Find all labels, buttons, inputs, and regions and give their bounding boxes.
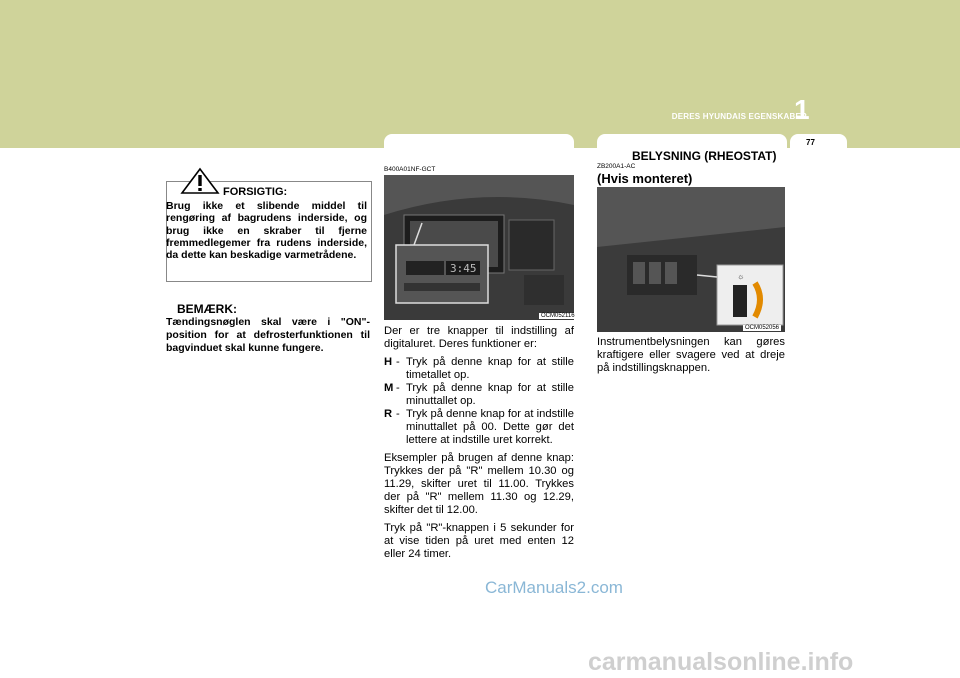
tab-page-number bbox=[790, 134, 847, 150]
footer-watermark: carmanualsonline.info bbox=[588, 648, 854, 676]
chapter-number: 1 bbox=[794, 94, 810, 125]
rheostat-illustration bbox=[597, 187, 785, 332]
clock-item-h: H - Tryk på denne knap for at stille timetallet op. bbox=[384, 356, 574, 381]
rheostat-body: Instrumentbelysningen kan gøres kraftigere eller svagere ved at dreje på indstillingsknappen. bbox=[597, 336, 785, 374]
caution-title: FORSIGTIG: bbox=[223, 186, 288, 198]
clock-example: Eksempler på brugen af denne knap: Trykkes der på "R" mellem 10.30 og 11.29, skifter uret til 11.00. Trykkes der på "R" mellem 11.30 og 12.29, skifter det til 12.00. bbox=[384, 452, 574, 516]
item-key: R bbox=[384, 408, 393, 420]
item-key: M bbox=[384, 382, 394, 394]
svg-text:☼: ☼ bbox=[737, 272, 745, 281]
clock-item-r: R - Tryk på denne knap for at indstille minuttallet på 00. Dette gør det lettere at indstille uret korrekt. bbox=[384, 408, 574, 446]
rheostat-subheading: (Hvis monteret) bbox=[597, 171, 693, 186]
clock-section-title: DIGITALUR bbox=[396, 135, 461, 149]
item-text: Tryk på denne knap for at indstille minuttallet på 00. Dette gør det lettere at indstille uret korrekt. bbox=[406, 408, 574, 446]
warning-triangle-icon bbox=[180, 167, 220, 195]
rheostat-title-line1: INDSTILLING AF INSTRUMENT- bbox=[602, 135, 782, 149]
clock-body bbox=[384, 325, 574, 566]
clock-hold: Tryk på "R"-knappen i 5 sekunder for at vise tiden på uret med enten 12 eller 24 timer. bbox=[384, 522, 574, 560]
item-text: Tryk på denne knap for at stille minuttallet op. bbox=[406, 382, 574, 407]
item-text: Tryk på denne knap for at stille timetallet op. bbox=[406, 356, 574, 381]
clock-image-code: OCM052116 bbox=[541, 313, 575, 319]
note-title: BEMÆRK: bbox=[177, 302, 237, 316]
rheostat-image-code: OCM052056 bbox=[745, 325, 780, 331]
rheostat-title-line2: BELYSNING (RHEOSTAT) bbox=[632, 149, 777, 163]
page-number: 77 bbox=[806, 138, 815, 147]
item-key: H bbox=[384, 356, 393, 368]
dashboard-clock-image bbox=[384, 175, 574, 320]
rheostat-image bbox=[597, 187, 785, 332]
header-band bbox=[0, 0, 960, 148]
section-title: DERES HYUNDAIS EGENSKABER bbox=[671, 112, 807, 121]
svg-text:3:45: 3:45 bbox=[450, 262, 477, 275]
caution-body: Brug ikke et slibende middel til rengøring af bagrudens inderside, og brug ikke en skraber til fjerne fremmedlegemer fra rudens inderside, da dette kan beskadige varmetrådene. bbox=[166, 200, 367, 262]
dashboard-illustration bbox=[384, 175, 574, 320]
note-body: Tændingsnøglen skal være i "ON"-position for at defrosterfunktionen til bagvinduet skal kunne fungere. bbox=[166, 316, 370, 354]
clock-intro: Der er tre knapper til indstilling af digitaluret. Deres funktioner er: bbox=[384, 325, 574, 350]
clock-code: B400A01NF-GCT bbox=[384, 166, 436, 173]
clock-item-m: M - Tryk på denne knap for at stille minuttallet op. bbox=[384, 382, 574, 407]
rheostat-code: ZB200A1-AC bbox=[597, 163, 636, 170]
site-watermark: CarManuals2.com bbox=[485, 578, 623, 597]
